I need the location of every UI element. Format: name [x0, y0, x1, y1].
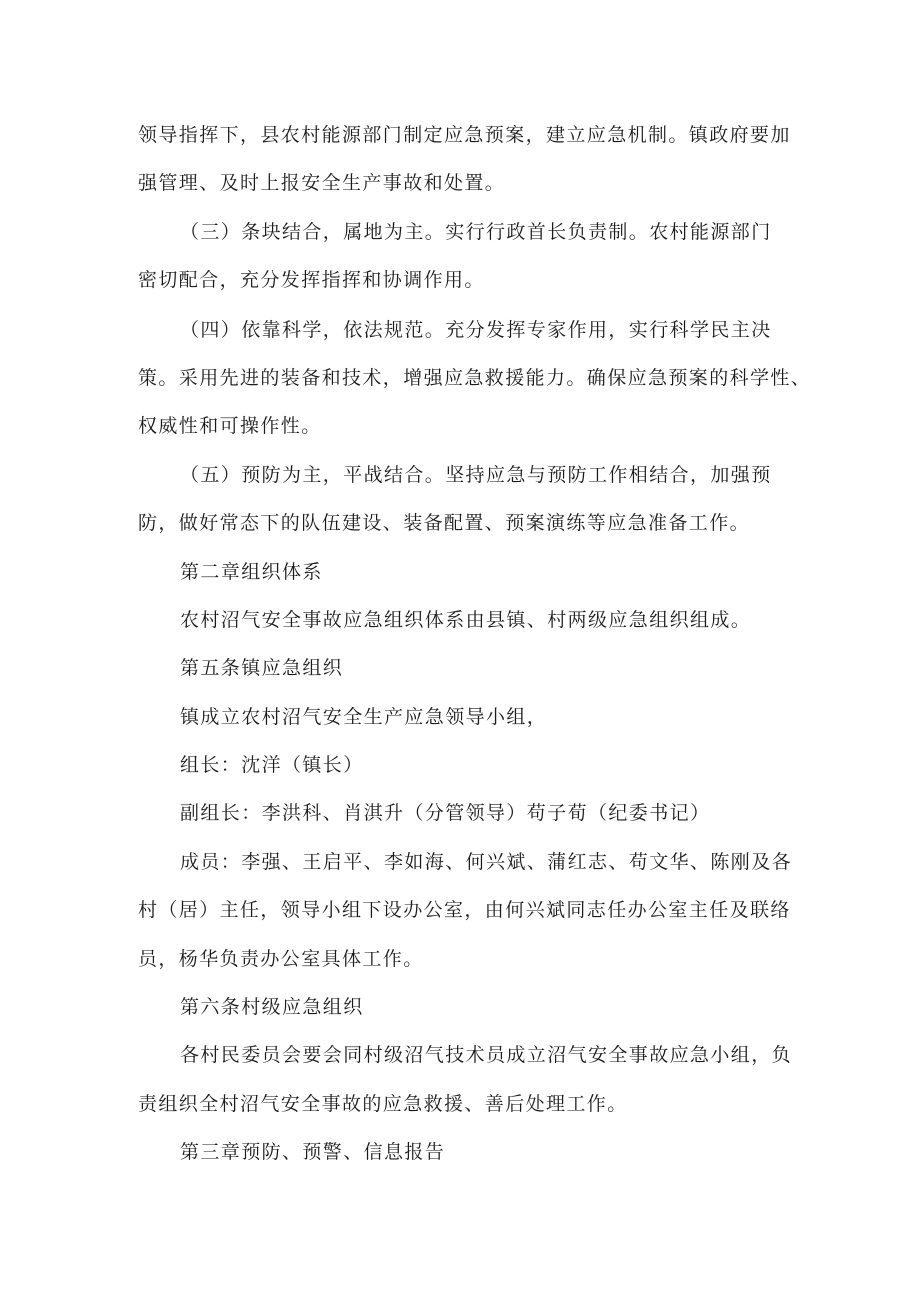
text-line: 村（居）主任，领导小组下设办公室，由何兴斌同志任办公室主任及联络	[138, 899, 791, 921]
article-heading: 第六条村级应急组织	[180, 996, 364, 1018]
text-line: 副组长：李洪科、肖淇升（分管领导）苟子荀（纪委书记）	[180, 802, 711, 824]
text-line: （四）依靠科学，依法规范。充分发挥专家作用，实行科学民主决	[180, 319, 772, 341]
text-line: 镇成立农村沼气安全生产应急领导小组，	[180, 706, 548, 728]
text-line: 农村沼气安全事故应急组织体系由县镇、村两级应急组织组成。	[180, 609, 752, 631]
text-line: 防，做好常态下的队伍建设、装备配置、预案演练等应急准备工作。	[138, 512, 751, 534]
text-line: 密切配合，充分发挥指挥和协调作用。	[138, 269, 485, 291]
text-line: 责组织全村沼气安全事故的应急救援、善后处理工作。	[138, 1093, 628, 1115]
article-heading: 第五条镇应急组织	[180, 657, 344, 679]
text-line: 组长：沈洋（镇长）	[180, 754, 364, 776]
text-line: （三）条块结合，属地为主。实行行政首长负责制。农村能源部门	[180, 221, 772, 243]
text-line: 权威性和可操作性。	[138, 415, 322, 437]
text-line: （五）预防为主，平战结合。坚持应急与预防工作相结合，加强预	[180, 464, 772, 486]
chapter-heading: 第二章组织体系	[180, 561, 323, 583]
text-line: 强管理、及时上报安全生产事故和处置。	[138, 172, 506, 194]
text-line: 策。采用先进的装备和技术，增强应急救援能力。确保应急预案的科学性、	[138, 367, 812, 389]
text-line: 员，杨华负责办公室具体工作。	[138, 948, 424, 970]
text-line: 成员：李强、王启平、李如海、何兴斌、蒲红志、苟文华、陈刚及各	[180, 851, 793, 873]
text-line: 领导指挥下，县农村能源部门制定应急预案，建立应急机制。镇政府要加	[138, 124, 791, 146]
chapter-heading: 第三章预防、预警、信息报告	[180, 1141, 446, 1163]
text-line: 各村民委员会要会同村级沼气技术员成立沼气安全事故应急小组，负	[180, 1044, 793, 1066]
